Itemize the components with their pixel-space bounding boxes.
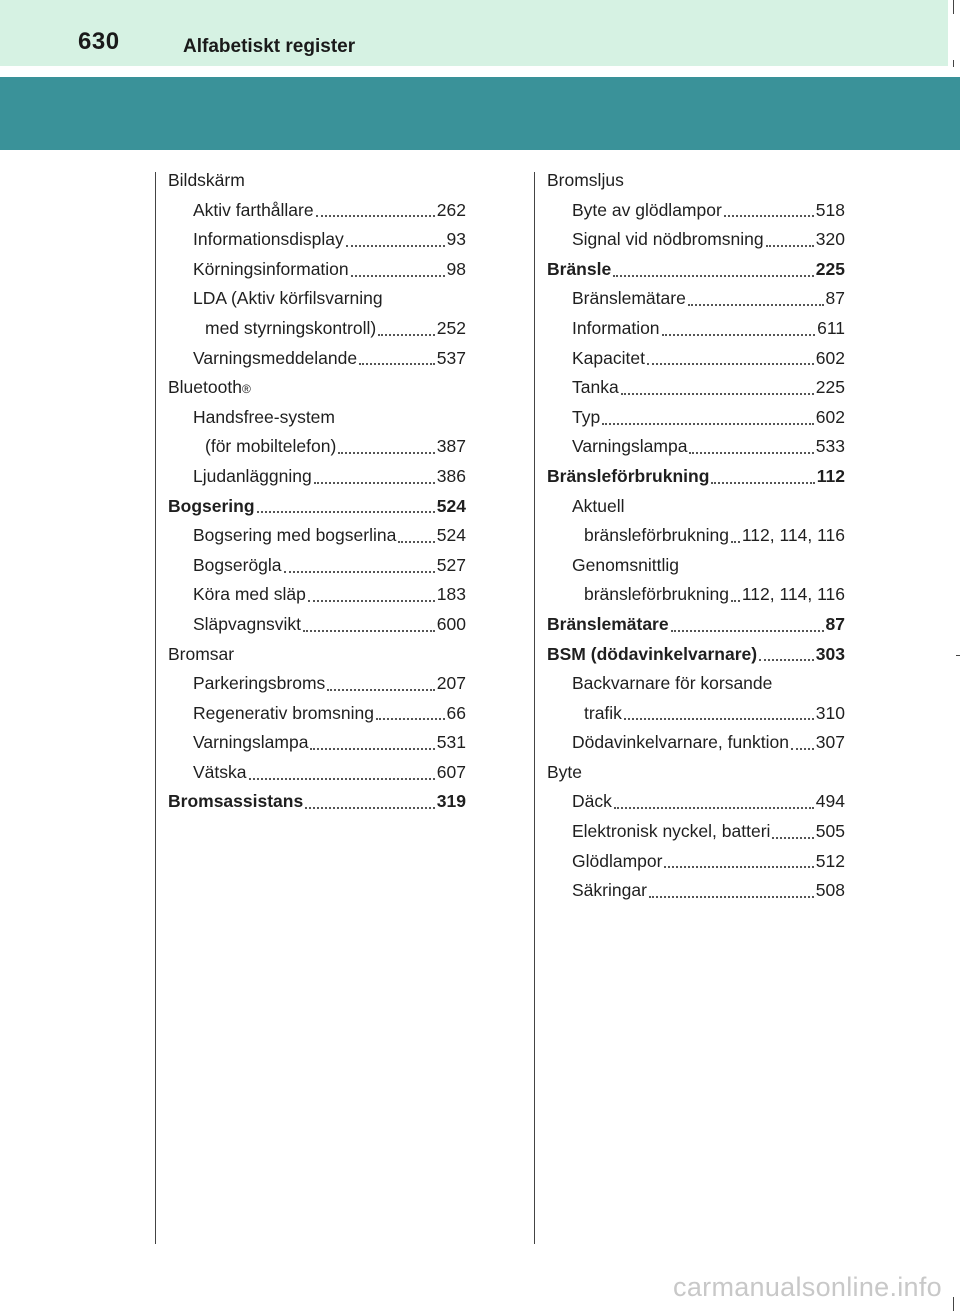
index-entry (547, 255, 845, 285)
index-entry (547, 492, 845, 522)
entry-text: Bromsljus (547, 170, 624, 190)
index-entry (547, 551, 845, 581)
page-reference: 527 (436, 554, 466, 575)
entry-text: med styrningskontroll) (205, 317, 377, 338)
entry-text: Parkeringsbroms (193, 673, 326, 694)
page-reference: 310 (815, 702, 845, 723)
dot-leader (303, 630, 435, 632)
entry-text: Bränsleförbrukning (547, 465, 710, 486)
page-reference: 66 (446, 702, 466, 723)
dot-leader (316, 215, 435, 217)
entry-text: Information (572, 317, 660, 338)
entry-text: bränsleförbrukning (584, 525, 729, 546)
header-band (0, 0, 948, 66)
entry-text: Köra med släp (193, 584, 306, 605)
page-reference: 112, 114, 116 (741, 525, 845, 546)
dot-leader (602, 423, 814, 425)
entry-text: Elektronisk nyckel, batteri (572, 821, 771, 842)
entry-text: Bränslemätare (547, 613, 669, 634)
page-reference: 602 (815, 406, 845, 427)
entry-text: Byte av glödlampor (572, 199, 722, 220)
entry-text: Varningslampa (572, 436, 688, 457)
index-entry (168, 255, 466, 285)
entry-text: Släpvagnsvikt (193, 613, 301, 634)
index-entry (547, 669, 845, 699)
entry-text: Handsfree-system (193, 406, 335, 427)
index-entry (168, 787, 466, 817)
dot-leader (398, 541, 434, 543)
page-reference: 303 (815, 643, 845, 664)
index-entry (547, 344, 845, 374)
page-reference: 524 (436, 525, 466, 546)
page-reference: 225 (815, 377, 845, 398)
index-entry (168, 344, 466, 374)
index-entry (168, 196, 466, 226)
page-reference: 225 (815, 258, 845, 279)
dot-leader (791, 748, 814, 750)
entry-text: Kapacitet (572, 347, 645, 368)
entry-text: Bränsle (547, 258, 612, 279)
index-entry (547, 580, 845, 610)
entry-text: Aktuell (572, 495, 625, 516)
entry-text: Aktiv farthållare (193, 199, 314, 220)
page-reference: 87 (825, 613, 845, 634)
entry-text: Backvarnare för korsande (572, 673, 773, 694)
index-entry (547, 166, 845, 196)
index-entry (168, 492, 466, 522)
section-band (0, 77, 960, 150)
page-reference: 307 (815, 732, 845, 753)
entry-text: trafik (584, 702, 622, 723)
entry-text: LDA (Aktiv körfilsvarning (193, 288, 383, 309)
page-reference: 320 (815, 229, 845, 250)
index-entry (547, 225, 845, 255)
index-entry (168, 284, 466, 314)
index-entry (547, 728, 845, 758)
index-entry (547, 403, 845, 433)
index-entry (547, 462, 845, 492)
index-column-left (168, 166, 466, 817)
entry-text: Typ (572, 406, 601, 427)
index-entry (168, 669, 466, 699)
index-entry (168, 314, 466, 344)
page-reference: 533 (815, 436, 845, 457)
entry-text: Regenerativ bromsning (193, 702, 374, 723)
page-reference: 319 (436, 791, 466, 812)
page-reference: 600 (436, 613, 466, 634)
entry-text: Säkringar (572, 880, 647, 901)
dot-leader (759, 659, 814, 661)
dot-leader (314, 482, 435, 484)
index-entry: Bluetooth ® (168, 373, 466, 403)
dot-leader (249, 778, 435, 780)
index-entry (547, 640, 845, 670)
dot-leader (731, 600, 740, 602)
column-rule-right (534, 172, 535, 1244)
entry-text: Glödlampor (572, 850, 663, 871)
index-entry (547, 847, 845, 877)
dot-leader (647, 363, 814, 365)
page-reference: 386 (436, 465, 466, 486)
index-entry (547, 314, 845, 344)
page-number: 630 (78, 28, 120, 55)
page-reference: 252 (436, 317, 466, 338)
page-reference: 87 (825, 288, 845, 309)
dot-leader (338, 452, 434, 454)
entry-text: BSM (dödavinkelvarnare) (547, 643, 758, 664)
page-reference: 183 (436, 584, 466, 605)
crop-mark (953, 1297, 954, 1311)
dot-leader (711, 482, 814, 484)
entry-text: Bluetooth (168, 377, 242, 398)
index-entry (168, 699, 466, 729)
dot-leader (359, 363, 435, 365)
dot-leader (378, 334, 435, 336)
index-column-right (547, 166, 845, 906)
watermark: carmanualsonline.info (673, 1272, 942, 1302)
dot-leader (310, 748, 434, 750)
dot-leader (724, 215, 814, 217)
index-entry (168, 521, 466, 551)
entry-text: Varningsmeddelande (193, 347, 358, 368)
page-reference: 98 (446, 258, 466, 279)
page-reference: 611 (817, 317, 845, 338)
dot-leader (305, 807, 435, 809)
entry-text: Däck (572, 791, 612, 812)
column-rule-left (155, 172, 156, 1244)
entry-text: Byte (547, 761, 583, 782)
page-reference: 607 (436, 761, 466, 782)
dot-leader (621, 393, 814, 395)
dot-leader (308, 600, 435, 602)
entry-text: Vätska (193, 761, 247, 782)
dot-leader (614, 807, 814, 809)
dot-leader (688, 304, 824, 306)
index-entry (547, 432, 845, 462)
dot-leader (624, 718, 814, 720)
entry-text: Varningslampa (193, 732, 309, 753)
index-entry (547, 787, 845, 817)
index-entry (168, 728, 466, 758)
index-entry (547, 876, 845, 906)
dot-leader (376, 718, 445, 720)
index-entry (547, 817, 845, 847)
entry-text: Bogsering (168, 495, 255, 516)
entry-text: Genomsnittlig (572, 554, 679, 575)
index-entry (168, 580, 466, 610)
dot-leader (662, 334, 816, 336)
page-reference: 93 (446, 229, 466, 250)
dot-leader (649, 896, 814, 898)
entry-text: Ljudanläggning (193, 465, 312, 486)
dot-leader (613, 275, 814, 277)
dot-leader (689, 452, 813, 454)
dot-leader (766, 245, 814, 247)
entry-text: Bromsassistans (168, 791, 304, 812)
dot-leader (671, 630, 824, 632)
index-entry (168, 610, 466, 640)
entry-text: Tanka (572, 377, 619, 398)
dot-leader (257, 511, 435, 513)
index-entry (168, 758, 466, 788)
page-title: Alfabetiskt register (183, 36, 356, 57)
dot-leader (327, 689, 435, 691)
entry-text: Bromsar (168, 643, 235, 664)
entry-text: Bränslemätare (572, 288, 686, 309)
crop-mark (956, 655, 960, 656)
entry-text: (för mobiltelefon) (205, 436, 337, 457)
entry-text: Bildskärm (168, 170, 245, 190)
dot-leader (351, 275, 445, 277)
entry-text: Dödavinkelvarnare, funktion (572, 732, 789, 753)
page-reference: 524 (436, 495, 466, 516)
index-entry (168, 225, 466, 255)
entry-text: Körningsinformation (193, 258, 349, 279)
page-reference: 494 (815, 791, 845, 812)
page-reference: 602 (815, 347, 845, 368)
index-entry (168, 640, 466, 670)
dot-leader (284, 571, 435, 573)
index-entry (547, 196, 845, 226)
index-entry (547, 699, 845, 729)
dot-leader (664, 866, 813, 868)
page-reference: 387 (436, 436, 466, 457)
crop-mark (953, 60, 954, 67)
entry-text: Bogsering med bogserlina (193, 525, 397, 546)
index-entry (547, 521, 845, 551)
page-reference: 112, 114, 116 (741, 584, 845, 605)
page-reference: 518 (815, 199, 845, 220)
index-entry (547, 373, 845, 403)
index-entry (168, 462, 466, 492)
index-entry (168, 551, 466, 581)
index-entry (547, 758, 845, 788)
index-entry (168, 166, 466, 196)
page-reference: 537 (436, 347, 466, 368)
index-entry (547, 610, 845, 640)
dot-leader (731, 541, 740, 543)
entry-text: Informationsdisplay (193, 229, 344, 250)
index-entry (168, 403, 466, 433)
index-entry (168, 432, 466, 462)
entry-text: Bogserögla (193, 554, 282, 575)
page-reference: 262 (436, 199, 466, 220)
dot-leader (772, 837, 813, 839)
page-reference: 207 (436, 673, 466, 694)
entry-text: bränsleförbrukning (584, 584, 729, 605)
entry-text: Signal vid nödbromsning (572, 229, 764, 250)
dot-leader (346, 245, 445, 247)
page-reference: 112 (816, 465, 845, 486)
page-reference: 531 (436, 732, 466, 753)
crop-mark (953, 0, 954, 14)
page-reference: 512 (815, 850, 845, 871)
page-reference: 508 (815, 880, 845, 901)
page-reference: 505 (815, 821, 845, 842)
index-entry (547, 284, 845, 314)
